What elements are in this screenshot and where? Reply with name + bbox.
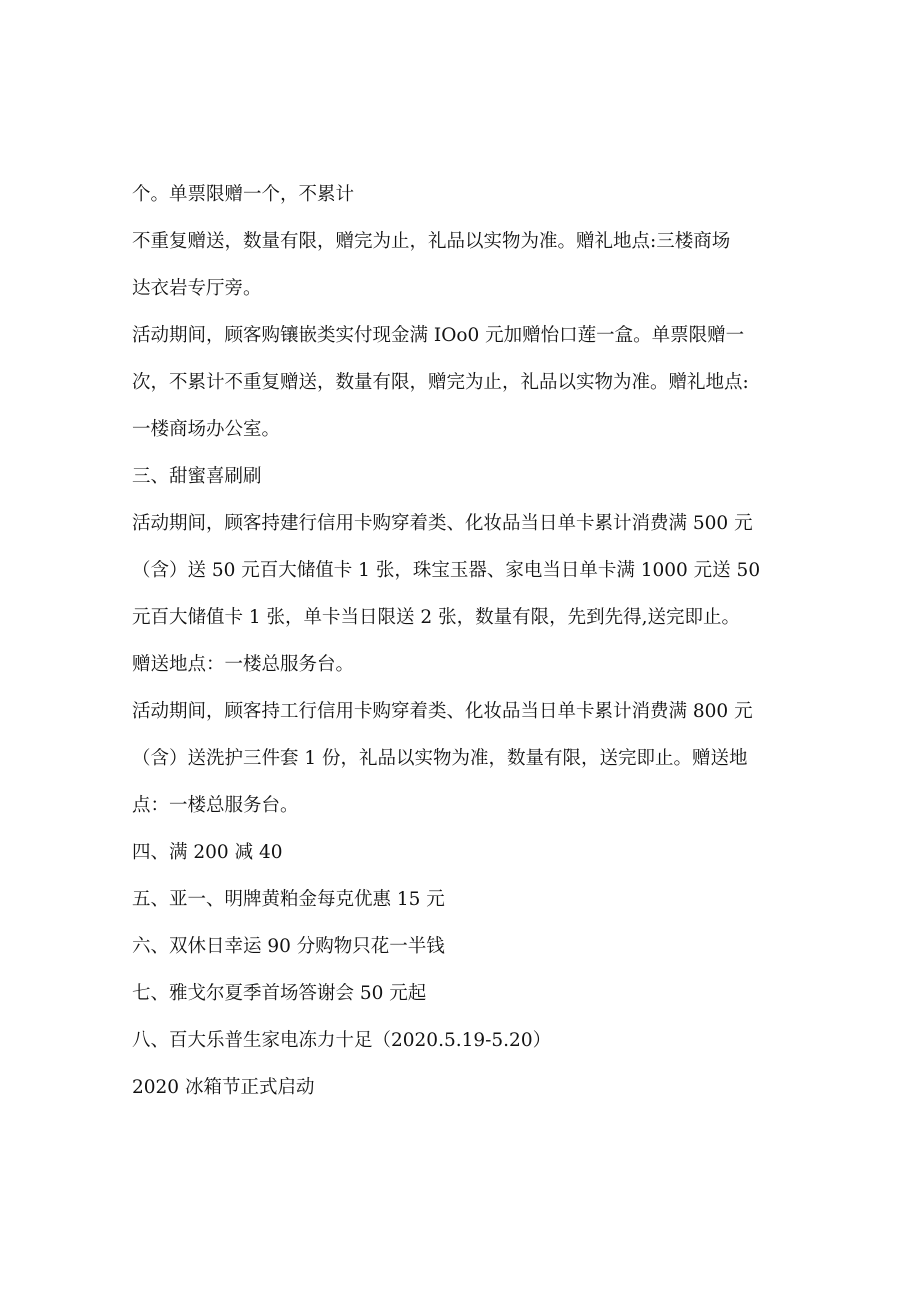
text-line: 不重复赠送，数量有限，赠完为止，礼品以实物为准。赠礼地点:三楼商场	[132, 231, 731, 252]
text-line: 个。单票限赠一个，不累计	[132, 184, 355, 205]
text-line: 一楼商场办公室。	[132, 419, 281, 440]
section-heading: 七、雅戈尔夏季首场答谢会 50 元起	[132, 983, 427, 1004]
text-line: （含）送洗护三件套 1 份，礼品以实物为准，数量有限，送完即止。赠送地	[132, 748, 748, 769]
text-line: 元百大储值卡 1 张，单卡当日限送 2 张，数量有限，先到先得,送完即止。	[132, 607, 740, 628]
text-line: 活动期间，顾客购镶嵌类实付现金满 IOo0 元加赠怡口莲一盒。单票限赠一	[132, 325, 745, 346]
text-line: 活动期间，顾客持工行信用卡购穿着类、化妆品当日单卡累计消费满 800 元	[132, 701, 753, 722]
section-heading: 六、双休日幸运 90 分购物只花一半钱	[132, 936, 445, 957]
text-line: 次，不累计不重复赠送，数量有限，赠完为止，礼品以实物为准。赠礼地点:	[132, 372, 749, 393]
document-body	[132, 178, 792, 1118]
text-line: 赠送地点：一楼总服务台。	[132, 654, 355, 675]
text-line: 2020 冰箱节正式启动	[132, 1077, 315, 1098]
section-heading: 三、甜蜜喜刷刷	[132, 466, 262, 487]
section-heading: 八、百大乐普生家电冻力十足（2020.5.19-5.20）	[132, 1030, 552, 1051]
text-line: 活动期间，顾客持建行信用卡购穿着类、化妆品当日单卡累计消费满 500 元	[132, 513, 753, 534]
text-line: （含）送 50 元百大储值卡 1 张，珠宝玉器、家电当日单卡满 1000 元送 50	[132, 560, 761, 581]
section-heading: 四、满 200 减 40	[132, 842, 283, 863]
text-line: 达衣岩专厅旁。	[132, 278, 262, 299]
text-line: 点：一楼总服务台。	[132, 795, 299, 816]
section-heading: 五、亚一、明牌黄粕金每克优惠 15 元	[132, 889, 445, 910]
